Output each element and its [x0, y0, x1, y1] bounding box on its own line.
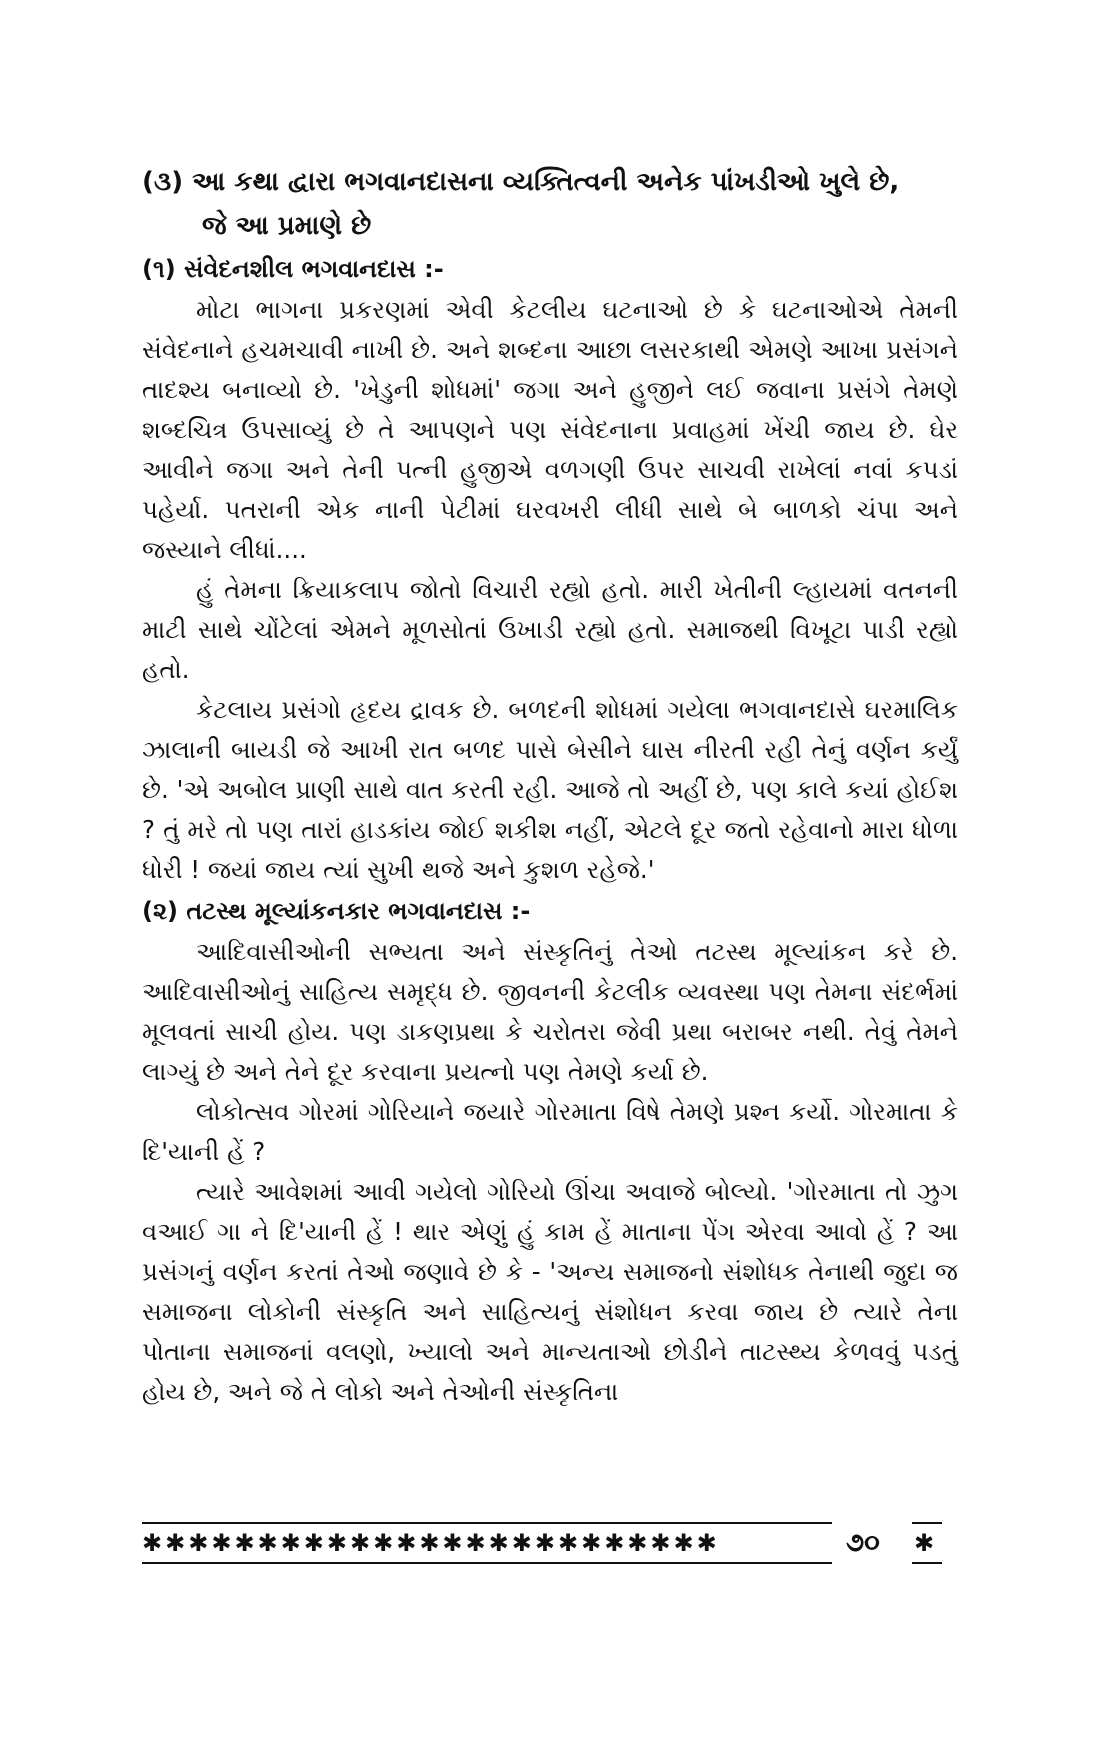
section-2-paragraph-1: આદિવાસીઓની સભ્યતા અને સંસ્કૃતિનું તેઓ તટસ્થ મૂલ્યાંકન કરે છે. આદિવાસીઓનું સાહિત્ય સમૃદ્ધ છે. જીવનની કેટલીક વ્યવસ્થા પણ તેમના સંદર્ભમાં મૂલવતાં સાચી હોય. પણ ડાકણપ્રથા કે ચરોતરા જેવી પ્રથા બરાબર નથી. તેવું તેમને લાગ્યું છે અને તેને દૂર કરવાના પ્રયત્નો પણ તેમણે કર્યા છે.	[142, 937, 958, 1086]
main-heading-line-2: જે આ પ્રમાણે છે	[202, 211, 372, 241]
section-1-paragraph-3: કેટલાય પ્રસંગો હૃદય દ્રાવક છે. બળદની શોધમાં ગયેલા ભગવાનદાસે ઘરમાલિક ઝાલાની બાયડી જે આખી રાત બળદ પાસે બેસીને ઘાસ નીરતી રહી તેનું વર્ણન કર્યું છે. 'એ અબોલ પ્રાણી સાથે વાત કરતી રહી. આજે તો અહીં છે, પણ કાલે કયાં હોઈશ ? તું મરે તો પણ તારાં હાડકાંય જોઈ શકીશ નહીં, એટલે દૂર જતો રહેવાનો મારા ધોળા ધોરી ! જયાં જાય ત્યાં સુખી થજે અને કુશળ રહેજે.'	[142, 695, 958, 884]
section-1-paragraph-1: મોટા ભાગના પ્રકરણમાં એવી કેટલીય ઘટનાઓ છે કે ઘટનાઓએ તેમની સંવેદનાને હચમચાવી નાખી છે. અને શબ્દના આછા લસરકાથી એમણે આખા પ્રસંગને તાદશ્ય બનાવ્યો છે. 'ખેડુની શોધમાં' જગા અને હુજીને લઈ જવાના પ્રસંગે તેમણે શબ્દચિત્ર ઉપસાવ્યું છે તે આપણને પણ સંવેદનાના પ્રવાહમાં ખેંચી જાય છે. ઘેર આવીને જગા અને તેની પત્ની હુજીએ વળગણી ઉપર સાચવી રાખેલાં નવાં કપડાં પહેર્યા. પતરાની એક નાની પેટીમાં ઘરવખરી લીધી સાથે બે બાળકો ચંપા અને જસ્યાને લીધાં....	[142, 295, 958, 564]
section-2-heading: (૨) તટસ્થ મૂલ્યાંકનકાર ભગવાનદાસ :-	[142, 897, 531, 925]
footer-rule-bottom	[142, 1562, 832, 1564]
footer-end-star: ✱	[914, 1529, 935, 1557]
footer-star-border: ✱✱✱✱✱✱✱✱✱✱✱✱✱✱✱✱✱✱✱✱✱✱✱✱✱	[142, 1529, 720, 1557]
section-2-paragraph-2: લોકોત્સવ ગોરમાં ગોરિયાને જયારે ગોરમાતા વિષે તેમણે પ્રશ્ન કર્યો. ગોરમાતા કે દિ'યાની હેં ?	[142, 1097, 958, 1166]
section-1-paragraph-2: હું તેમના ક્રિયાકલાપ જોતો વિચારી રહ્યો હતો. મારી ખેતીની લ્હાયમાં વતનની માટી સાથે ચોંટેલાં એમને મૂળસોતાં ઉખાડી રહ્યો હતો. સમાજથી વિખૂટા પાડી રહ્યો હતો.	[142, 575, 958, 684]
page-number: ૭૦	[846, 1528, 880, 1558]
main-heading	[142, 160, 958, 248]
footer-end-rule-bottom	[912, 1562, 942, 1564]
section-1-heading: (૧) સંવેદનશીલ ભગવાનદાસ :-	[142, 255, 444, 283]
section-2-paragraph-3: ત્યારે આવેશમાં આવી ગયેલો ગોરિયો ઊંચા અવાજે બોલ્યો. 'ગોરમાતા તો ઝુગ વઆઈ ગા ને દિ'યાની હેં ! થાર એણું હું કામ હેં માતાના પેંગ એરવા આવો હેં ? આ પ્રસંગનું વર્ણન કરતાં તેઓ જણાવે છે કે - 'અન્ય સમાજનો સંશોધક તેનાથી જુદા જ સમાજના લોકોની સંસ્કૃતિ અને સાહિત્યનું સંશોધન કરવા જાય છે ત્યારે તેના પોતાના સમાજનાં વલણો, ખ્યાલો અને માન્યતાઓ છોડીને તાટસ્થ્ય કેળવવું પડતું હોય છે, અને જે તે લોકો અને તેઓની સંસ્કૃતિના	[142, 1177, 958, 1406]
page-footer	[142, 1522, 958, 1566]
footer-end-rule-top	[912, 1522, 942, 1524]
page-content	[142, 160, 958, 1412]
main-heading-line-1: (૩) આ કથા દ્વારા ભગવાનદાસના વ્યક્તિત્વની અનેક પાંખડીઓ ખુલે છે,	[142, 167, 900, 197]
footer-rule-top	[142, 1522, 832, 1524]
